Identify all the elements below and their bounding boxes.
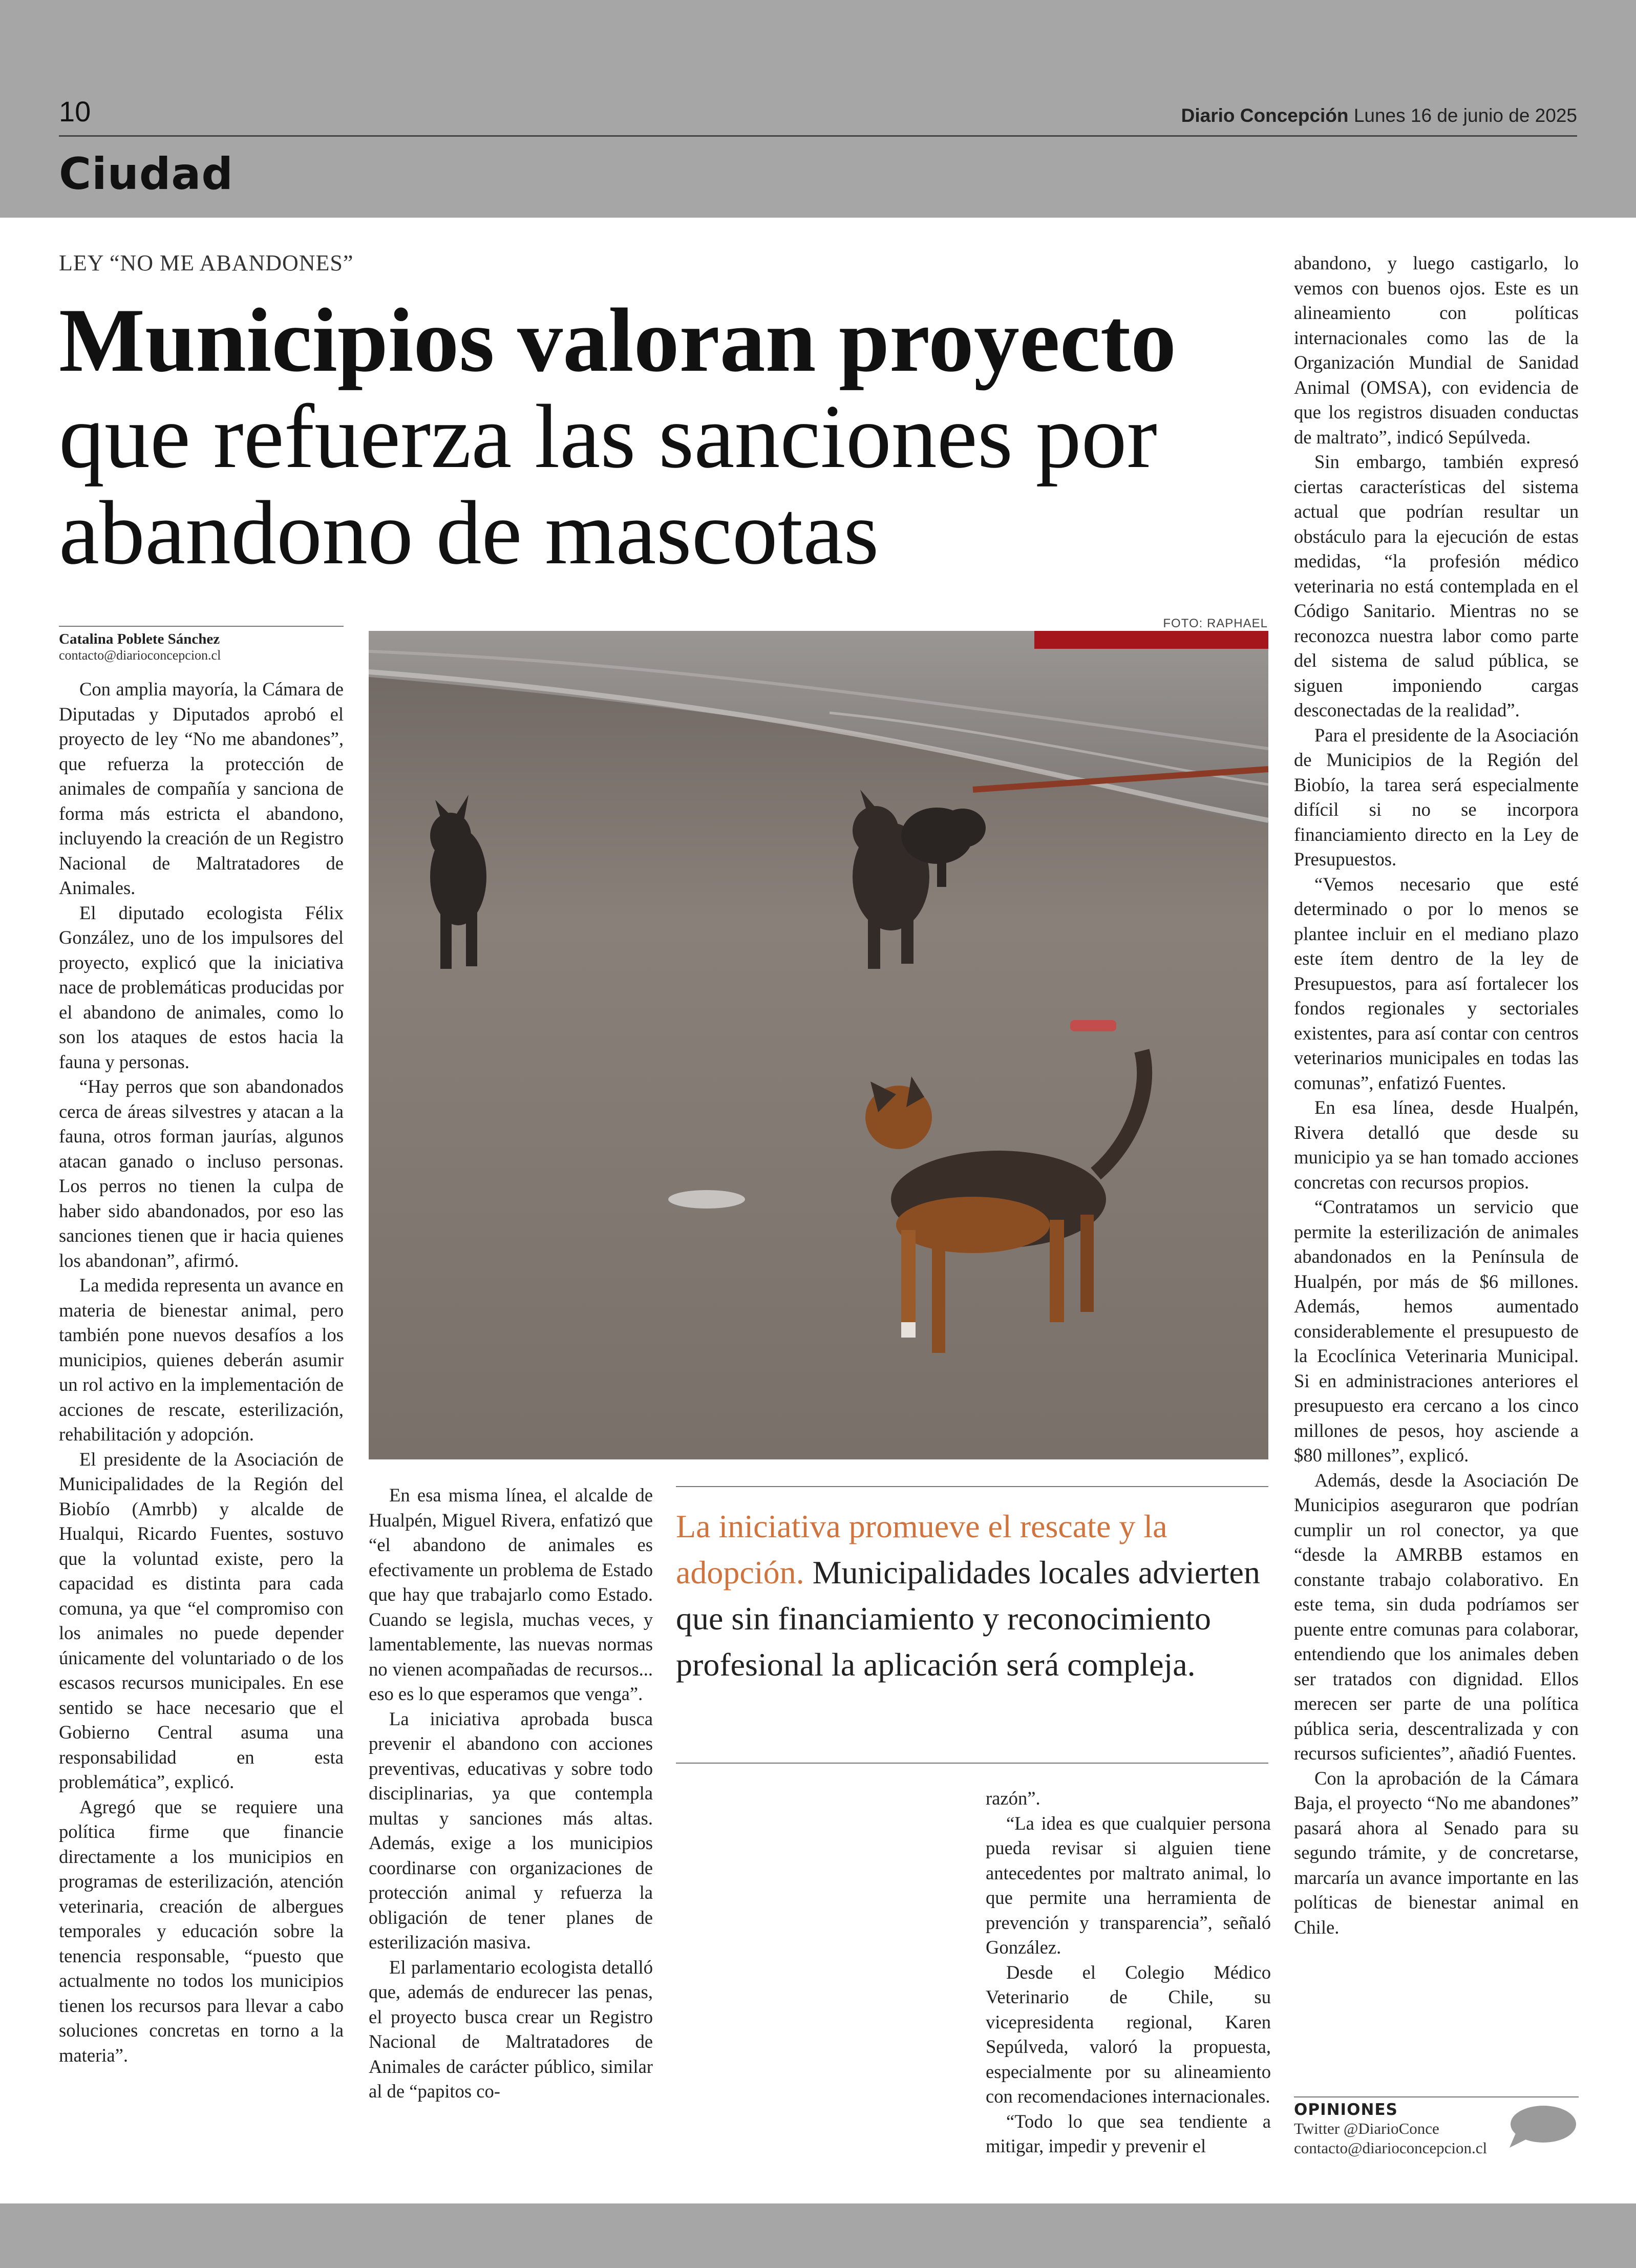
article-headline	[59, 289, 1278, 583]
photo-credit: FOTO: RAPHAEL	[1163, 617, 1268, 630]
paragraph: La medida representa un avance en materia de bienestar animal, pero también pone nuevos desafíos a los municipios, quienes deberán asumir un rol activo en la implementación de acciones de rescate, esterilización, rehabilitación y adopción.	[59, 1275, 344, 1445]
paragraph: “Todo lo que sea tendiente a mitigar, impedir y prevenir el	[986, 2110, 1271, 2156]
body-column-3	[676, 1786, 1271, 2159]
paragraph: “Contratamos un servicio que permite la esterilización de animales abandonados en la Península de Hualpén, por más de $6 millones. Además, hemos aumentado considerablemente el presupuesto de la Ecoclínica Veterinaria Municipal. Si en administraciones anteriores el presupuesto era cercano a los cinco millones de pesos, hoy asciende a $80 millones”, explicó.	[1294, 1196, 1579, 1466]
page-number: 10	[59, 95, 91, 128]
pullquote-accent: La iniciativa promueve el rescate y la adopción.	[676, 1508, 1167, 1591]
footer-band	[0, 2203, 1636, 2268]
paragraph: En esa misma línea, el alcalde de Hualpén, Miguel Rivera, enfatizó que “el abandono de animales es efectivamente un problema de Estado que hay que trabajarlo como Estado. Cuando se legisla, muchas veces, y lamentablemente, las nuevas normas no vienen acompañadas de recursos... eso es lo que esperamos que venga”.	[369, 1485, 653, 1704]
speech-bubble-icon	[1505, 2104, 1577, 2150]
pullquote-rule-top	[676, 1486, 1268, 1487]
section-title: Ciudad	[59, 149, 233, 200]
frisbee	[668, 1190, 745, 1209]
headline-light: que refuerza las sanciones por abandono de mascotas	[59, 386, 1157, 583]
bottle	[1070, 1020, 1116, 1031]
paragraph: “Hay perros que son abandonados cerca de áreas silvestres y atacan a la fauna, otros forman jaurías, algunos atacan ganado o incluso personas. Los perros no tienen la culpa de haber sido abandonados, por eso las sanciones tienen que ir hacia quienes los abandonan”, afirmó.	[59, 1076, 344, 1271]
byline-rule	[59, 626, 344, 627]
article-kicker: LEY “NO ME ABANDONES”	[59, 250, 354, 275]
opinions-email: contacto@diarioconcepcion.cl	[1294, 2139, 1488, 2157]
paragraph: La iniciativa aprobada busca prevenir el abandono con acciones preventivas, educativas y sobre todo disciplinarias, ya que contempla multas y sanciones más altas. Además, exige a los municipios coordinarse con organizaciones de protección animal y refuerza la obligación de tener planes de esterilización masiva.	[369, 1708, 653, 1953]
paragraph: Agregó que se requiere una política firme que financie directamente a los municipios en programas de esterilización, atención veterinaria, creación de albergues temporales y educación sobre la tenencia responsable, “puesto que actualmente no todos los municipios tienen los recursos para llevar a cabo soluciones concretas en torno a la materia”.	[59, 1796, 344, 2066]
paragraph: El diputado ecologista Félix González, uno de los impulsores del proyecto, explicó que la iniciativa nace de problemáticas producidas por el abandono de animales, como lo son los ataques de estos hacia la fauna y personas.	[59, 902, 344, 1072]
paragraph: El presidente de la Asociación de Municipalidades de la Región del Biobío (Amrbb) y alcalde de Hualqui, Ricardo Fuentes, sostuvo que la voluntad existe, pero la capacidad es distinta para cada comuna, ya que “el compromiso con los animales no puede depender únicamente del voluntariado o de los escasos recursos municipales. En ese sentido se hace necesario que el Gobierno Central asuma una responsabilidad en esta problemática”, explicó.	[59, 1448, 344, 1792]
body-column-1	[59, 677, 344, 2068]
paragraph: “La idea es que cualquier persona pueda revisar si alguien tiene antecedentes por maltrato animal, lo que permite una herramienta de prevención y transparencia”, señaló González.	[986, 1812, 1271, 1958]
paragraph: Con la aprobación de la Cámara Baja, el proyecto “No me abandones” pasará ahora al Senado para su segundo trámite, y de concretarse, marcaría un avance importante en las políticas de bienestar animal en Chile.	[1294, 1767, 1579, 1938]
pullquote	[676, 1503, 1268, 1688]
opinions-title: OPINIONES	[1294, 2101, 1398, 2119]
article-photo	[369, 631, 1268, 1459]
pullquote-rest: Municipalidades locales advierten que sin financiamiento y reconocimiento profesional la aplicación será compleja.	[676, 1554, 1260, 1683]
masthead	[1181, 105, 1577, 126]
pullquote-rule-bottom	[676, 1763, 1268, 1764]
paragraph: Con amplia mayoría, la Cámara de Diputadas y Diputados aprobó el proyecto de ley “No me abandones”, que refuerza la protección de animales de compañía y sanciona de forma más estricta el abandono, incluyendo la creación de un Registro Nacional de Maltratadores de Animales.	[59, 679, 344, 898]
opinions-twitter: Twitter @DiarioConce	[1294, 2119, 1439, 2137]
boat-red	[1034, 631, 1268, 649]
paragraph: Para el presidente de la Asociación de Municipios de la Región del Biobío, la tarea será especialmente difícil si no se incorpora financiamiento directo en la Ley de Presupuestos.	[1294, 724, 1579, 870]
headline-bold: Municipios valoran proyecto	[59, 289, 1177, 391]
paragraph: Sin embargo, también expresó ciertas características del sistema actual que podrían resultar un obstáculo para la ejecución de estas medidas, “la profesión médico veterinaria no está contemplada en el Código Sanitario. Mientras no se reconozca nuestra labor como parte del sistema de salud pública, se siguen imponiendo cargas desconectadas de la realidad”.	[1294, 451, 1579, 720]
author-name: Catalina Poblete Sánchez	[59, 631, 220, 647]
header-rule	[59, 135, 1577, 137]
author-email: contacto@diarioconcepcion.cl	[59, 648, 221, 663]
body-column-2	[369, 1483, 653, 2104]
opinions-rule	[1294, 2096, 1579, 2097]
paragraph: abandono, y luego castigarlo, lo vemos con buenos ojos. Este es un alineamiento con políticas internacionales como las de la Organización Mundial de Sanidad Animal (OMSA), con evidencia de que los registros disuaden conductas de maltrato”, indicó Sepúlveda.	[1294, 252, 1579, 448]
byline	[59, 631, 346, 663]
paragraph: Desde el Colegio Médico Veterinario de Chile, su vicepresidenta regional, Karen Sepúlveda, valoró la propuesta, especialmente por su alineamiento con recomendaciones internacionales.	[986, 1961, 1271, 2107]
paragraph: Además, desde la Asociación De Municipios aseguraron que podrían cumplir un rol conector, ya que “desde la AMRBB estamos en constante trabajo colaborativo. En este tema, sin duda podríamos ser puente entre comunas para colaborar, entendiendo que los animales deben ser tratados con dignidad. Ellos merecen ser parte de una política pública seria, descentralizada y con recursos suficientes”, añadió Fuentes.	[1294, 1469, 1579, 1764]
paragraph: En esa línea, desde Hualpén, Rivera detalló que desde su municipio ya se han tomado acciones concretas con recursos propios.	[1294, 1097, 1579, 1193]
paragraph: “Vemos necesario que esté determinado o por lo menos se plantee incluir en el mediano plazo este ítem dentro de la ley de Presupuestos, para así fortalecer los fondos regionales y sectoriales existentes, para así contar con centros veterinarios municipales en todas las comunas”, enfatizó Fuentes.	[1294, 873, 1579, 1093]
paragraph: El parlamentario ecologista detalló que, además de endurecer las penas, el proyecto busca crear un Registro Nacional de Maltratadores de Animales de carácter público, similar al de “papitos co-	[369, 1956, 653, 2102]
paragraph: razón”.	[986, 1788, 1040, 1809]
publication-date: Lunes 16 de junio de 2025	[1353, 105, 1577, 126]
paper-name: Diario Concepción	[1181, 105, 1349, 126]
body-column-4	[1294, 251, 1579, 1940]
